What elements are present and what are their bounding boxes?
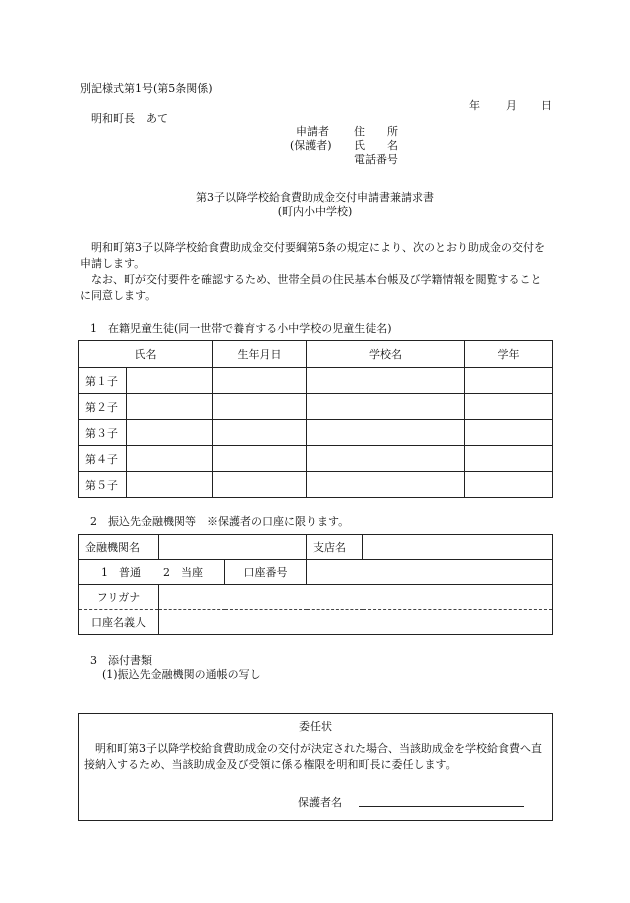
date-year-label: 年 <box>469 99 480 112</box>
applicant-role-paren: (保護者) <box>290 139 332 152</box>
date-day-label: 日 <box>541 99 552 112</box>
grade-cell[interactable] <box>465 420 553 446</box>
child-label: 第３子 <box>79 420 127 446</box>
table-row <box>79 472 553 498</box>
applicant-role: 申請者 <box>296 125 329 138</box>
phone-label: 電話番号 <box>354 153 398 166</box>
furigana-field[interactable] <box>159 585 553 610</box>
guardian-name-label: 保護者名 <box>298 796 342 809</box>
school-cell[interactable] <box>307 420 465 446</box>
bank-table <box>78 534 553 635</box>
addressee: 明和町長 あて <box>91 112 168 125</box>
grade-cell[interactable] <box>465 394 553 420</box>
birthdate-cell[interactable] <box>213 472 307 498</box>
grade-cell[interactable] <box>465 368 553 394</box>
child-label: 第２子 <box>79 394 127 420</box>
form-label: 別記様式第1号(第5条関係) <box>80 82 213 95</box>
document-subtitle: (町内小中学校) <box>277 205 353 218</box>
guardian-signature-line[interactable] <box>359 806 524 807</box>
table-row <box>79 446 553 472</box>
birthdate-cell[interactable] <box>213 368 307 394</box>
school-cell[interactable] <box>307 394 465 420</box>
section3-heading: 3 添付書類 <box>90 654 152 667</box>
account-number-label: 口座番号 <box>225 560 307 585</box>
document-title: 第3子以降学校給食費助成金交付申請書兼請求書 <box>196 191 434 204</box>
children-table-header <box>79 341 553 368</box>
table-row <box>79 368 553 394</box>
column-header-name: 氏名 <box>79 341 213 368</box>
attachment-item: (1)振込先金融機関の通帳の写し <box>102 668 261 681</box>
date-month-label: 月 <box>506 99 517 112</box>
child-label: 第５子 <box>79 472 127 498</box>
school-cell[interactable] <box>307 472 465 498</box>
branch-field[interactable] <box>363 535 553 560</box>
account-holder-label: 口座名義人 <box>79 610 159 635</box>
name-cell[interactable] <box>127 368 213 394</box>
name-label: 氏 名 <box>354 139 398 152</box>
column-header-grade: 学年 <box>465 341 553 368</box>
proxy-text: 明和町第3子以降学校給食費助成金の交付が決定された場合、当該助成金を学校給食費へ直接納入するため、当該助成金及び受領に係る権限を明和町長に委任します。 <box>84 742 542 771</box>
furigana-label: フリガナ <box>79 585 159 610</box>
account-type-options[interactable]: 1 普通 2 当座 <box>79 560 225 585</box>
name-cell[interactable] <box>127 472 213 498</box>
children-table <box>78 340 553 498</box>
grade-cell[interactable] <box>465 446 553 472</box>
school-cell[interactable] <box>307 368 465 394</box>
child-label: 第４子 <box>79 446 127 472</box>
account-holder-field[interactable] <box>159 610 553 635</box>
account-number-field[interactable] <box>307 560 553 585</box>
intro-paragraph-1: 明和町第3子以降学校給食費助成金交付要綱第5条の規定により、次のとおり助成金の交付を申請します。 <box>80 241 545 270</box>
name-cell[interactable] <box>127 420 213 446</box>
address-label: 住 所 <box>354 125 398 138</box>
birthdate-cell[interactable] <box>213 394 307 420</box>
column-header-birthdate: 生年月日 <box>213 341 307 368</box>
name-cell[interactable] <box>127 446 213 472</box>
child-label: 第１子 <box>79 368 127 394</box>
bank-name-field[interactable] <box>159 535 307 560</box>
section1-heading: 1 在籍児童生徒(同一世帯で養育する小中学校の児童生徒名) <box>90 322 392 335</box>
birthdate-cell[interactable] <box>213 420 307 446</box>
branch-label: 支店名 <box>307 535 363 560</box>
proxy-title: 委任状 <box>299 720 332 733</box>
table-row <box>79 420 553 446</box>
bank-name-label: 金融機関名 <box>79 535 159 560</box>
birthdate-cell[interactable] <box>213 446 307 472</box>
intro-paragraph-2: なお、町が交付要件を確認するため、世帯全員の住民基本台帳及び学籍情報を閲覧することに同意します。 <box>80 273 542 302</box>
table-row <box>79 394 553 420</box>
grade-cell[interactable] <box>465 472 553 498</box>
section2-heading: 2 振込先金融機関等 ※保護者の口座に限ります。 <box>90 515 350 528</box>
column-header-school: 学校名 <box>307 341 465 368</box>
name-cell[interactable] <box>127 394 213 420</box>
school-cell[interactable] <box>307 446 465 472</box>
